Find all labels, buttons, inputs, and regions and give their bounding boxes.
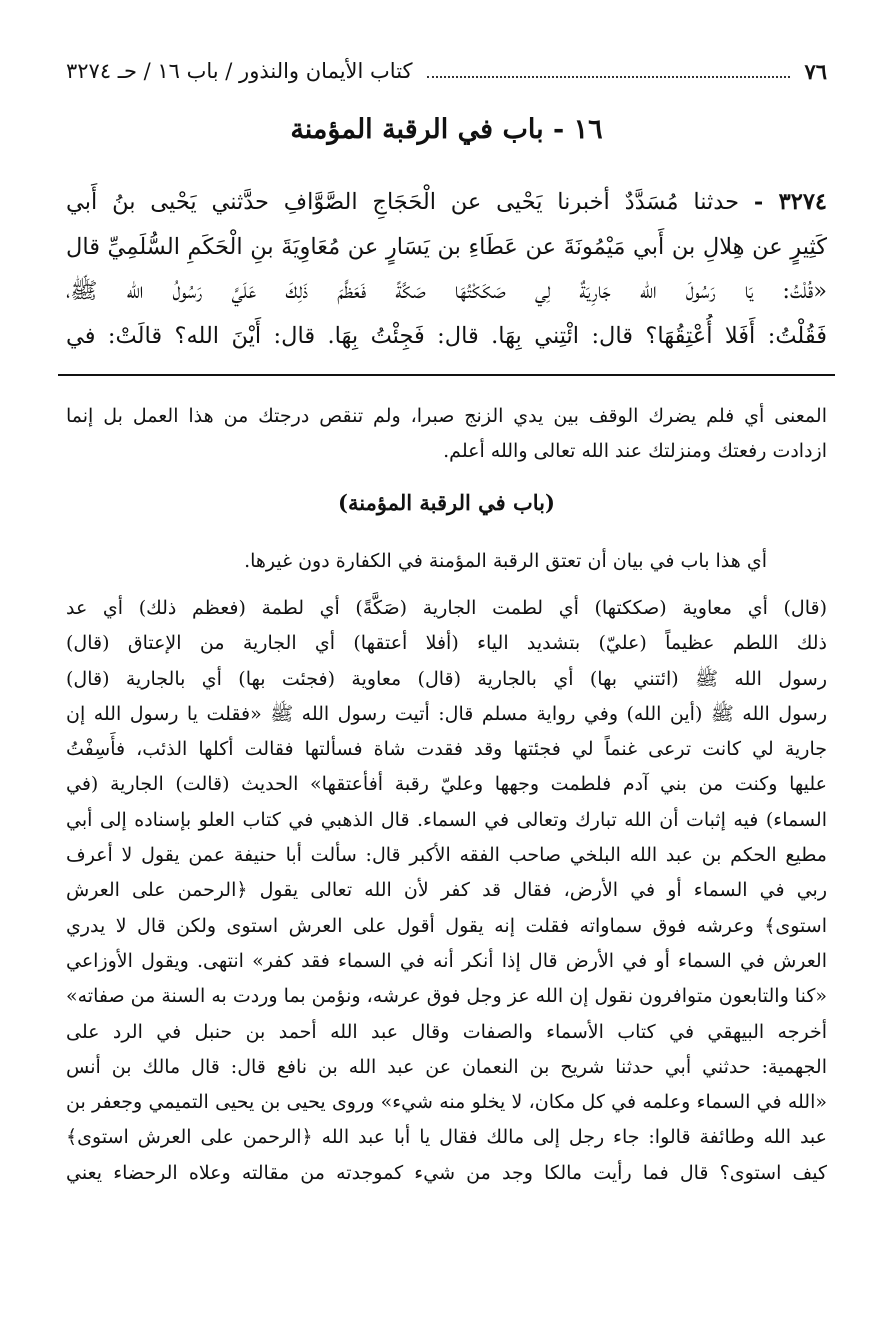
hadith-line (66, 180, 827, 225)
commentary-line: أخرجه البيهقي في كتاب الأسماء والصفات وقال عبد الله أحمد بن حنبل في الرد على (66, 1020, 827, 1043)
commentary-line: رسول الله ﷺ (أين الله) وفي رواية مسلم قال: أتيت رسول الله ﷺ «فقلت يا رسول الله إن (66, 702, 827, 725)
commentary-line: الجهمية: حدثني أبي حدثنا شريح بن النعمان عن عبد الله بن نافع قال: قال مالك بن أنس (66, 1055, 827, 1078)
commentary-line: عليها وكنت من بني آدم فلطمت وجهها وعليّ رقبة أفأعتقها» الحديث (قالت) الجارية (في (66, 773, 827, 796)
hadith-line-text: حدثنا مُسَدَّدٌ أخبرنا يَحْيى عن الْحَجَاجِ الصَّوَّافِ حدَّثني يَحْيى بنُ أَبي (66, 189, 739, 215)
running-title: كتاب الأيمان والنذور / باب ١٦ / حـ ٣٢٧٤ (66, 59, 413, 83)
chapter-word: باب (502, 114, 544, 145)
commentary-line: السماء) فيه إثبات أن الله تبارك وتعالى في السماء. قال الذهبي في كتاب العلو بإسناده إلى أبي (66, 808, 827, 831)
sub-heading: (باب في الرقبة المؤمنة) (338, 490, 555, 515)
commentary-line: جارية لي كانت ترعى غنماً لي فجئتها وقد فقدت شاة فسألتها فقالت أكلها الذئب، فأَسِفْتُ (66, 738, 827, 761)
commentary-line: «الله في السماء وعلمه في كل مكان، لا يخلو منه شيء» وروى يحيى بن يحيى التميمي وجعفر بن (66, 1091, 827, 1114)
dotted-leader (427, 76, 791, 78)
commentary-line: (قال) أي معاوية (صككتها) أي لطمت الجارية (صَكَّةً) أي لطمة (فعظم ذلك) أي عد (66, 597, 827, 619)
commentary-line: أي هذا باب في بيان أن تعتق الرقبة المؤمنة في الكفارة دون غيرها. (244, 550, 767, 572)
commentary-line: عبد الله وطائفة قالوا: جاء رجل إلى مالك فقال يا أبا عبد الله ﴿الرحمن على العرش استوى﴾ (66, 1126, 827, 1149)
chapter-title: في الرقبة المؤمنة (290, 114, 494, 145)
commentary-main (66, 591, 827, 1191)
running-header (66, 54, 827, 88)
hadith-line: «قُلْتُ: يَا رَسُولَ الله جَارِيَةٌ لِي صَكَكْتُهَا صَكَّةً فَعَظَّمَ ذَلِكَ عَلَيَّ رَسُولُ الله ﷺ، (66, 278, 827, 304)
hadith-text (66, 180, 827, 358)
commentary-line: استوى﴾ وعرشه فوق سماواته فقلت إنه يقول أقول على العرش استوى ولكن قال لا يدري (66, 914, 827, 937)
commentary-line: المعنى أي فلم يضرك الوقف بين يدي الزنج صبرا، ولم تنقص درجتك من هذا العمل بل إنما (66, 405, 827, 427)
commentary-line: كيف استوى؟ قال فما رأيت مالكا وجد من شيء كموجدته من مقالته وعلاه الرحضاء يعني (66, 1161, 827, 1184)
commentary-intro (66, 399, 827, 470)
commentary-chapter-explanation (66, 544, 827, 579)
chapter-number: ١٦ - (553, 114, 603, 145)
commentary-line: ربي في السماء أو في الأرض، فقال قد كفر لأن الله تعالى يقول ﴿الرحمن على العرش (66, 879, 827, 902)
chapter-heading (66, 114, 827, 145)
commentary-line: «كنا والتابعون متوافرون نقول إن الله عز وجل فوق عرشه، ونؤمن بما وردت به السنة من صفاته» (66, 985, 827, 1008)
commentary-line: ذلك اللطم عظيماً (عليّ) بتشديد الياء (أفلا أعتقها) أي الجارية من الإعتاق (قال) (66, 632, 827, 655)
hadith-number: ٣٢٧٤ - (753, 189, 827, 215)
page-number: ٧٦ (804, 58, 827, 84)
commentary-line: ازدادت رفعتك ومنزلتك عند الله تعالى والله أعلم. (443, 440, 827, 463)
commentary-line: العرش في السماء أو في الأرض قال إذا أنكر أنه في السماء فقد كفر» انتهى. ويقول الأوزاعي (66, 949, 827, 972)
commentary-line: رسول الله ﷺ (ائتني بها) أي بالجارية (قال) معاوية (فجئت بها) أي بالجارية (قال) (66, 667, 827, 690)
hadith-line: فَقُلْتُ: أَفَلا أُعْتِقُهَا؟ قال: ائْتِني بِهَا. قال: فَجِئْتُ بِهَا. قال: أَيْنَ الله؟ قالَتْ: في (66, 322, 827, 349)
commentary-line: مطيع الحكم بن عبد الله البلخي صاحب الفقه الأكبر قال: سألت أبا حنيفة عمن يقول لا أعرف (66, 844, 827, 867)
footnote-separator (58, 374, 835, 376)
hadith-line: كَثِيرٍ عن هِلالِ بن أَبي مَيْمُونَةَ عن عَطَاءِ بن يَسَارٍ عن مُعَاوِيَةَ بنِ الْحَكَمِ السُّلَمِيِّ قال (66, 233, 827, 260)
